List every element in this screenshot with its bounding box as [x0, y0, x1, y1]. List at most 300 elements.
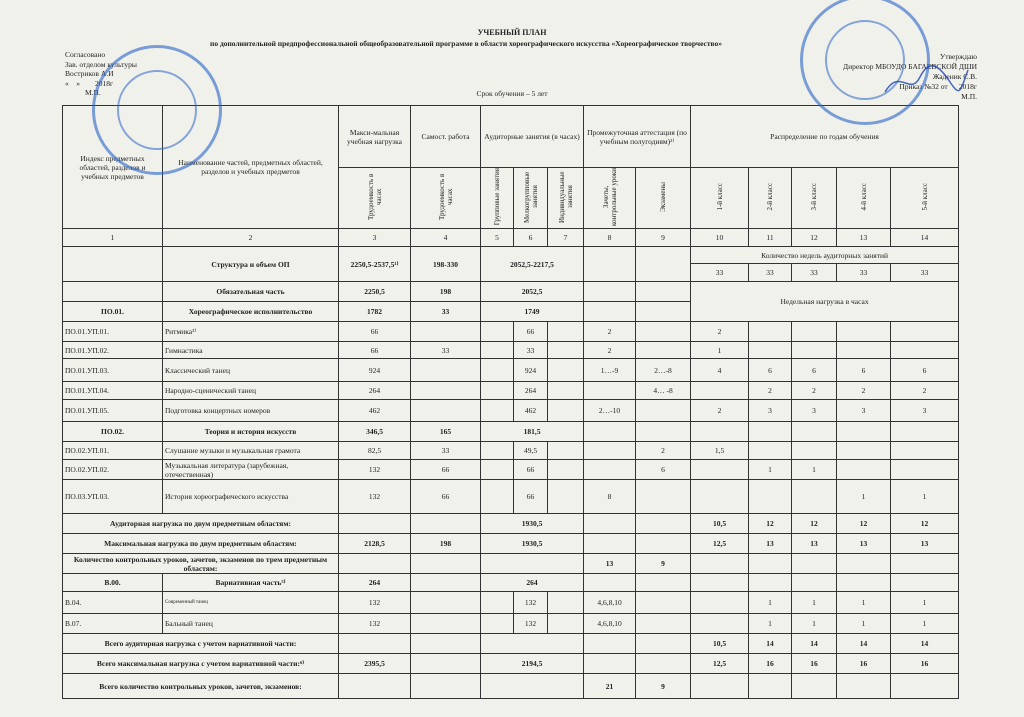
- row-name: Вариативная часть⁵⁾: [163, 574, 339, 592]
- year-3-hours: 16: [792, 654, 837, 674]
- year-5-hours: 1: [891, 614, 959, 634]
- header-attestation: Промежуточная аттестация (по учебным полугодиям)²⁾: [584, 106, 691, 168]
- subject-name: Современный танец: [163, 592, 339, 614]
- approval-line: М.П.: [961, 92, 977, 101]
- column-number: 13: [837, 229, 891, 247]
- total-label: Аудиторная нагрузка по двум предметным областям:: [63, 514, 339, 534]
- year-2-hours: [749, 480, 792, 514]
- group-hours: [481, 442, 514, 460]
- year-5-hours: 6: [891, 359, 959, 382]
- header-year-text: 4-й класс: [859, 183, 868, 211]
- structure-label: Структура и объем ОП: [163, 247, 339, 282]
- column-number: 3: [339, 229, 411, 247]
- year-5-hours: 1: [891, 480, 959, 514]
- individual-hours: [548, 382, 584, 400]
- exams: 9: [636, 554, 691, 574]
- header-small-group-text: Мелкогрупповые занятия: [522, 171, 539, 223]
- credits: 1…-9: [584, 359, 636, 382]
- column-number: 14: [891, 229, 959, 247]
- subject-row: [63, 382, 959, 400]
- row-index: ПО.01.УП.05.: [63, 400, 163, 422]
- credits: [584, 534, 636, 554]
- year-5-hours: 3: [891, 400, 959, 422]
- max-load: [339, 554, 411, 574]
- subject-row: [63, 400, 959, 422]
- max-load: 132: [339, 480, 411, 514]
- self-work: 33: [411, 442, 481, 460]
- row-name: Теория и история искусств: [163, 422, 339, 442]
- self-work: [411, 674, 481, 699]
- exams: [636, 614, 691, 634]
- header-labor-hours: [339, 168, 411, 229]
- year-4-hours: 12: [837, 514, 891, 534]
- year-5-hours: [891, 460, 959, 480]
- max-load: 66: [339, 342, 411, 359]
- year-3-hours: 6: [792, 359, 837, 382]
- header-year-text: 3-й класс: [810, 183, 819, 211]
- year-3-hours: 14: [792, 634, 837, 654]
- small-group-hours: 132: [514, 592, 548, 614]
- header-labor-hours-text: Трудоемкость в часах: [437, 173, 454, 221]
- subject-name: Бальный танец: [163, 614, 339, 634]
- exams: [636, 282, 691, 302]
- document-subtitle: по дополнительной предпрофессиональной общеобразовательной программе в области хореографического искусства «Хореографическое творчество»: [210, 39, 723, 48]
- year-2-hours: [749, 442, 792, 460]
- subject-row: [63, 460, 959, 480]
- header-group: [481, 168, 514, 229]
- header-labor-hours: [411, 168, 481, 229]
- year-3-hours: [792, 480, 837, 514]
- row-index: ПО.03.УП.03.: [63, 480, 163, 514]
- classroom-hours: [481, 554, 584, 574]
- classroom-hours: [481, 634, 584, 654]
- subject-row: [63, 480, 959, 514]
- subject-name: Ритмика³⁾: [163, 322, 339, 342]
- group-hours: [481, 322, 514, 342]
- year-5-hours: [891, 442, 959, 460]
- column-number: 8: [584, 229, 636, 247]
- individual-hours: [548, 322, 584, 342]
- max-load: 264: [339, 574, 411, 592]
- exams: [636, 634, 691, 654]
- year-2-hours: [749, 422, 792, 442]
- year-1-hours: 1,5: [691, 442, 749, 460]
- classroom-hours: 1749: [481, 302, 584, 322]
- self-work: [411, 592, 481, 614]
- self-work: 198: [411, 534, 481, 554]
- approval-line: Согласовано: [65, 50, 106, 59]
- subject-row: [63, 614, 959, 634]
- self-work: [411, 554, 481, 574]
- year-1-hours: 1: [691, 342, 749, 359]
- exams: [636, 480, 691, 514]
- self-work: [411, 574, 481, 592]
- year-1-hours: [691, 614, 749, 634]
- total-label: Всего количество контрольных уроков, зачетов, экзаменов:: [63, 674, 339, 699]
- year-4-hours: [837, 442, 891, 460]
- group-hours: [481, 400, 514, 422]
- row-index: [63, 282, 163, 302]
- max-load: [339, 634, 411, 654]
- max-load: 66: [339, 322, 411, 342]
- year-2-hours: 14: [749, 634, 792, 654]
- header-classroom: Аудиторные занятия (в часах): [481, 106, 584, 168]
- self-work: [411, 382, 481, 400]
- group-hours: [481, 342, 514, 359]
- year-3-hours: [792, 422, 837, 442]
- exams: [636, 322, 691, 342]
- row-index: В.00.: [63, 574, 163, 592]
- approval-line: Директор МБОУДО БАГАЕВСКОЙ ДШИ: [843, 62, 977, 71]
- year-1-hours: 2: [691, 400, 749, 422]
- credits: 13: [584, 554, 636, 574]
- self-work: 33: [411, 342, 481, 359]
- year-3-hours: 1: [792, 460, 837, 480]
- max-load: 132: [339, 614, 411, 634]
- year-3-hours: 3: [792, 400, 837, 422]
- credits: [584, 574, 636, 592]
- cell: [584, 247, 636, 282]
- classroom-hours: 264: [481, 574, 584, 592]
- self-work: [411, 322, 481, 342]
- document-title: УЧЕБНЫЙ ПЛАН: [477, 28, 547, 37]
- approval-line: М.П.: [85, 88, 101, 97]
- classroom-hours: 2052,5: [481, 282, 584, 302]
- header-year-3: [792, 168, 837, 229]
- year-4-hours: 13: [837, 534, 891, 554]
- header-individual: [548, 168, 584, 229]
- study-duration: Срок обучения – 5 лет: [476, 89, 548, 98]
- year-3-hours: [792, 674, 837, 699]
- column-number: 11: [749, 229, 792, 247]
- column-number: 4: [411, 229, 481, 247]
- year-1-hours: [691, 592, 749, 614]
- max-load: 462: [339, 400, 411, 422]
- exams: 2: [636, 442, 691, 460]
- year-2-hours: [749, 322, 792, 342]
- max-load: 2395,5: [339, 654, 411, 674]
- signature-icon: [880, 62, 970, 102]
- curriculum-table: [62, 105, 959, 699]
- approval-line: « » 2018г: [65, 78, 114, 88]
- year-4-hours: 2: [837, 382, 891, 400]
- credits: 4,6,8,10: [584, 614, 636, 634]
- row-index: ПО.01.УП.02.: [63, 342, 163, 359]
- year-2-hours: [749, 342, 792, 359]
- individual-hours: [548, 342, 584, 359]
- approval-line: Утверждаю: [939, 52, 977, 61]
- year-2-hours: 12: [749, 514, 792, 534]
- credits: [584, 442, 636, 460]
- year-5-hours: 1: [891, 592, 959, 614]
- column-number: 7: [548, 229, 584, 247]
- total-row: [63, 674, 959, 699]
- year-2-hours: [749, 574, 792, 592]
- approval-line: Жаденик С.В.: [932, 72, 977, 81]
- credits: [584, 382, 636, 400]
- subject-name: Музыкальная литература (зарубежная, отечественная): [163, 460, 339, 480]
- year-4-hours: [837, 322, 891, 342]
- header-credits: [584, 168, 636, 229]
- year-1-hours: 4: [691, 359, 749, 382]
- year-4-hours: [837, 460, 891, 480]
- total-row: [63, 634, 959, 654]
- year-2-hours: [749, 554, 792, 574]
- year-2-hours: 1: [749, 460, 792, 480]
- header-individual-text: Индивидуальные занятия: [557, 171, 574, 223]
- total-label: Количество контрольных уроков, зачетов, экзаменов по трем предметным областям:: [63, 554, 339, 574]
- group-hours: [481, 359, 514, 382]
- year-2-hours: 6: [749, 359, 792, 382]
- exams: 4… -8: [636, 382, 691, 400]
- section-row: [63, 282, 959, 302]
- year-5-hours: [891, 342, 959, 359]
- year-5-hours: [891, 322, 959, 342]
- row-index: ПО.01.УП.01.: [63, 322, 163, 342]
- exams: [636, 422, 691, 442]
- year-4-hours: 1: [837, 614, 891, 634]
- credits: 2: [584, 342, 636, 359]
- row-index: ПО.02.УП.01.: [63, 442, 163, 460]
- cell: [63, 247, 163, 282]
- year-2-hours: 3: [749, 400, 792, 422]
- max-load: 132: [339, 592, 411, 614]
- credits: 2…-10: [584, 400, 636, 422]
- year-2-hours: 2: [749, 382, 792, 400]
- classroom-hours: 2194,5: [481, 654, 584, 674]
- total-row: [63, 654, 959, 674]
- max-load: [339, 674, 411, 699]
- exams: 9: [636, 674, 691, 699]
- year-5-hours: [891, 554, 959, 574]
- year-1-hours: [691, 382, 749, 400]
- header-group-text: Групповые занятия: [493, 168, 501, 226]
- year-4-hours: 14: [837, 634, 891, 654]
- header-credits-text: Зачеты, контрольные уроки: [601, 168, 618, 226]
- exams: [636, 400, 691, 422]
- year-1-hours: 12,5: [691, 654, 749, 674]
- exams: [636, 574, 691, 592]
- self-work: 198: [411, 282, 481, 302]
- header-year-4: [837, 168, 891, 229]
- column-number: 9: [636, 229, 691, 247]
- max-load: 1782: [339, 302, 411, 322]
- year-5-hours: 2: [891, 382, 959, 400]
- column-number: 12: [792, 229, 837, 247]
- credits: 8: [584, 480, 636, 514]
- header-year-text: 2-й класс: [766, 183, 775, 211]
- exams: [636, 654, 691, 674]
- credits: 21: [584, 674, 636, 699]
- year-2-hours: [749, 674, 792, 699]
- max-load: 2250,5: [339, 282, 411, 302]
- year-4-hours: 1: [837, 480, 891, 514]
- column-number: 2: [163, 229, 339, 247]
- column-number: 5: [481, 229, 514, 247]
- subject-name: Подготовка концертных номеров: [163, 400, 339, 422]
- small-group-hours: 264: [514, 382, 548, 400]
- year-5-hours: 14: [891, 634, 959, 654]
- row-index: В.04.: [63, 592, 163, 614]
- row-name: Обязательная часть: [163, 282, 339, 302]
- exams: [636, 514, 691, 534]
- header-year-2: [749, 168, 792, 229]
- approval-line: Зав. отделом культуры: [65, 59, 137, 69]
- small-group-hours: 924: [514, 359, 548, 382]
- row-index: ПО.01.УП.03.: [63, 359, 163, 382]
- year-3-hours: [792, 322, 837, 342]
- self-work: [411, 634, 481, 654]
- year-1-hours: 10,5: [691, 514, 749, 534]
- row-index: ПО.02.УП.02.: [63, 460, 163, 480]
- row-index: ПО.02.: [63, 422, 163, 442]
- year-1-hours: [691, 574, 749, 592]
- weeks-value: 33: [691, 264, 749, 282]
- max-load: 82,5: [339, 442, 411, 460]
- credits: [584, 654, 636, 674]
- weeks-label: Количество недель аудиторных занятий: [691, 247, 959, 264]
- classroom-hours: 1930,5: [481, 514, 584, 534]
- credits: [584, 634, 636, 654]
- exams: 2…-8: [636, 359, 691, 382]
- max-load: 924: [339, 359, 411, 382]
- year-1-hours: [691, 674, 749, 699]
- classroom-hours: 1930,5: [481, 534, 584, 554]
- year-4-hours: 1: [837, 592, 891, 614]
- exams: [636, 302, 691, 322]
- self-work: [411, 359, 481, 382]
- exams: [636, 592, 691, 614]
- year-1-hours: [691, 554, 749, 574]
- credits: [584, 282, 636, 302]
- structure-row: [63, 247, 959, 264]
- total-label: Максимальная нагрузка по двум предметным областям:: [63, 534, 339, 554]
- exams: [636, 534, 691, 554]
- column-numbers-row: [63, 229, 959, 247]
- classroom-hours: 181,5: [481, 422, 584, 442]
- year-5-hours: [891, 574, 959, 592]
- header-self-work: Самост. работа: [411, 106, 481, 168]
- weeks-value: 33: [792, 264, 837, 282]
- year-5-hours: [891, 674, 959, 699]
- year-3-hours: 2: [792, 382, 837, 400]
- total-row: [63, 534, 959, 554]
- structure-max: 2250,5-2537,5¹⁾: [339, 247, 411, 282]
- group-hours: [481, 480, 514, 514]
- self-work: 165: [411, 422, 481, 442]
- total-row: [63, 554, 959, 574]
- subject-row: [63, 359, 959, 382]
- section-row: [63, 422, 959, 442]
- year-3-hours: [792, 554, 837, 574]
- classroom-hours: [481, 674, 584, 699]
- year-4-hours: [837, 574, 891, 592]
- header-exams: [636, 168, 691, 229]
- max-load: 132: [339, 460, 411, 480]
- header-name: Наименование частей, предметных областей, разделов и учебных предметов: [163, 106, 339, 229]
- approval-line: Востриков А.И: [65, 69, 114, 78]
- year-4-hours: [837, 674, 891, 699]
- credits: 2: [584, 322, 636, 342]
- subject-row: [63, 442, 959, 460]
- weeks-value: 33: [837, 264, 891, 282]
- year-2-hours: 1: [749, 614, 792, 634]
- year-1-hours: 10,5: [691, 634, 749, 654]
- self-work: [411, 400, 481, 422]
- row-name: Хореографическое исполнительство: [163, 302, 339, 322]
- max-load: 346,5: [339, 422, 411, 442]
- total-label: Всего аудиторная нагрузка с учетом вариативной части:: [63, 634, 339, 654]
- row-index: ПО.01.УП.04.: [63, 382, 163, 400]
- year-4-hours: 3: [837, 400, 891, 422]
- group-hours: [481, 382, 514, 400]
- subject-row: [63, 342, 959, 359]
- year-1-hours: [691, 460, 749, 480]
- header-distribution: Распределение по годам обучения: [691, 106, 959, 168]
- small-group-hours: 132: [514, 614, 548, 634]
- year-2-hours: 16: [749, 654, 792, 674]
- subject-name: Народно-сценический танец: [163, 382, 339, 400]
- row-index: ПО.01.: [63, 302, 163, 322]
- year-3-hours: 13: [792, 534, 837, 554]
- group-hours: [481, 592, 514, 614]
- credits: 4,6,8,10: [584, 592, 636, 614]
- subject-name: История хореографического искусства: [163, 480, 339, 514]
- individual-hours: [548, 614, 584, 634]
- header-year-text: 5-й класс: [920, 183, 929, 211]
- self-work: [411, 514, 481, 534]
- year-2-hours: 1: [749, 592, 792, 614]
- small-group-hours: 66: [514, 460, 548, 480]
- small-group-hours: 66: [514, 322, 548, 342]
- individual-hours: [548, 400, 584, 422]
- group-hours: [481, 460, 514, 480]
- approval-line: Приказ №32 от 2018г: [899, 82, 977, 91]
- year-1-hours: [691, 422, 749, 442]
- subject-name: Классический танец: [163, 359, 339, 382]
- exams: [636, 342, 691, 359]
- subject-row: [63, 592, 959, 614]
- structure-self: 198-330: [411, 247, 481, 282]
- exams: 6: [636, 460, 691, 480]
- self-work: 66: [411, 460, 481, 480]
- weeks-value: 33: [749, 264, 792, 282]
- year-5-hours: 12: [891, 514, 959, 534]
- column-number: 10: [691, 229, 749, 247]
- credits: [584, 422, 636, 442]
- individual-hours: [548, 442, 584, 460]
- year-5-hours: 16: [891, 654, 959, 674]
- year-4-hours: [837, 554, 891, 574]
- column-number: 6: [514, 229, 548, 247]
- year-3-hours: 1: [792, 614, 837, 634]
- year-2-hours: 13: [749, 534, 792, 554]
- year-4-hours: [837, 422, 891, 442]
- max-load: 2128,5: [339, 534, 411, 554]
- year-4-hours: [837, 342, 891, 359]
- year-5-hours: [891, 422, 959, 442]
- header-year-1: [691, 168, 749, 229]
- total-row: [63, 514, 959, 534]
- header-max-load: Макси-мальная учебная нагрузка: [339, 106, 411, 168]
- small-group-hours: 33: [514, 342, 548, 359]
- column-number: 1: [63, 229, 163, 247]
- header-year-5: [891, 168, 959, 229]
- max-load: [339, 514, 411, 534]
- small-group-hours: 49,5: [514, 442, 548, 460]
- self-work: 66: [411, 480, 481, 514]
- group-hours: [481, 614, 514, 634]
